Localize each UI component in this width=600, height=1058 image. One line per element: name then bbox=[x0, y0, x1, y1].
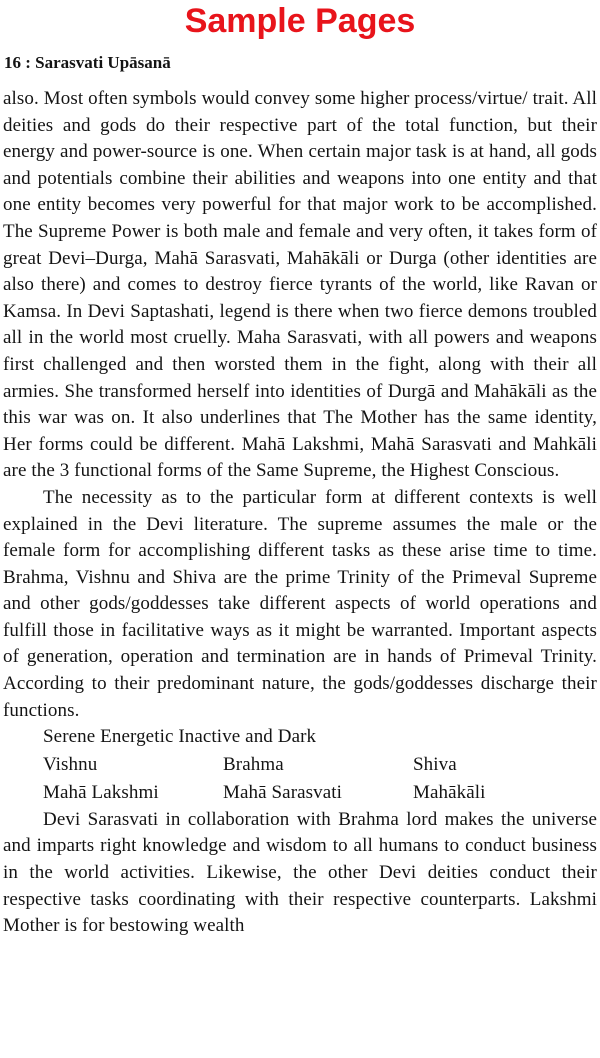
trinity-table bbox=[3, 724, 597, 807]
table-cell: Vishnu bbox=[43, 753, 98, 775]
table-caption: Serene Energetic Inactive and Dark bbox=[43, 726, 317, 748]
sample-pages-banner: Sample Pages bbox=[184, 2, 416, 40]
paragraph-1: also. Most often symbols would convey some higher process/virtue/ trait. All deities and gods do their respective part of the total function, but their energy and power-source is one. When certain major task is at hand, all gods and potentials combine their abilities and weapons into one entity and that one entity becomes very powerful for that major work to be accomplished. The Supreme Power is both male and female and very often, it takes form of great Devi–Durga, Mahā Sarasvati, Mahākāli or Durga (other identities are also there) and comes to destroy fierce tyrants of the world, like Ravan or Kamsa. In Devi Saptashati, legend is there when two fierce demons troubled all in the world most cruelly. Maha Sarasvati, with all powers and weapons first challenged and then worsted them in the fight, along with their all armies. She transformed herself into identities of Durgā and Mahākāli as the this war was on. It also underlines that The Mother has the same identity, Her forms could be different. Mahā Lakshmi, Mahā Sarasvati and Mahkāli are the 3 functional forms of the Same Supreme, the Highest Conscious. bbox=[3, 88, 597, 482]
table-cell: Brahma bbox=[223, 753, 284, 775]
paragraph-2: The necessity as to the particular form at different contexts is well explained in the Devi literature. The supreme assumes the male or the female form for accomplishing different tasks as these arise time to time. Brahma, Vishnu and Shiva are the prime Trinity of the Primeval Supreme and other gods/goddesses take different aspects of world operations and fulfill those in facilitative ways as it might be warranted. Important aspects of generation, operation and termination are in hands of Primeval Trinity. According to their predominant nature, the gods/goddesses discharge their functions. bbox=[3, 486, 597, 721]
paragraph-3: Devi Sarasvati in collaboration with Brahma lord makes the universe and imparts right knowledge and wisdom to all humans to conduct business in the world activities. Likewise, the other Devi deities conduct their respective tasks coordinating with their respective counterparts. Lakshmi Mother is for bestowing wealth bbox=[3, 808, 597, 937]
table-cell: Shiva bbox=[413, 753, 457, 775]
table-cell: Mahākāli bbox=[413, 781, 486, 803]
table-cell: Mahā Lakshmi bbox=[43, 781, 159, 803]
table-row bbox=[43, 779, 597, 807]
table-row bbox=[43, 751, 597, 779]
table-cell: Mahā Sarasvati bbox=[223, 781, 343, 803]
running-head: 16 : Sarasvati Upāsanā bbox=[4, 53, 171, 72]
page-body bbox=[0, 86, 600, 940]
book-page bbox=[0, 52, 600, 940]
